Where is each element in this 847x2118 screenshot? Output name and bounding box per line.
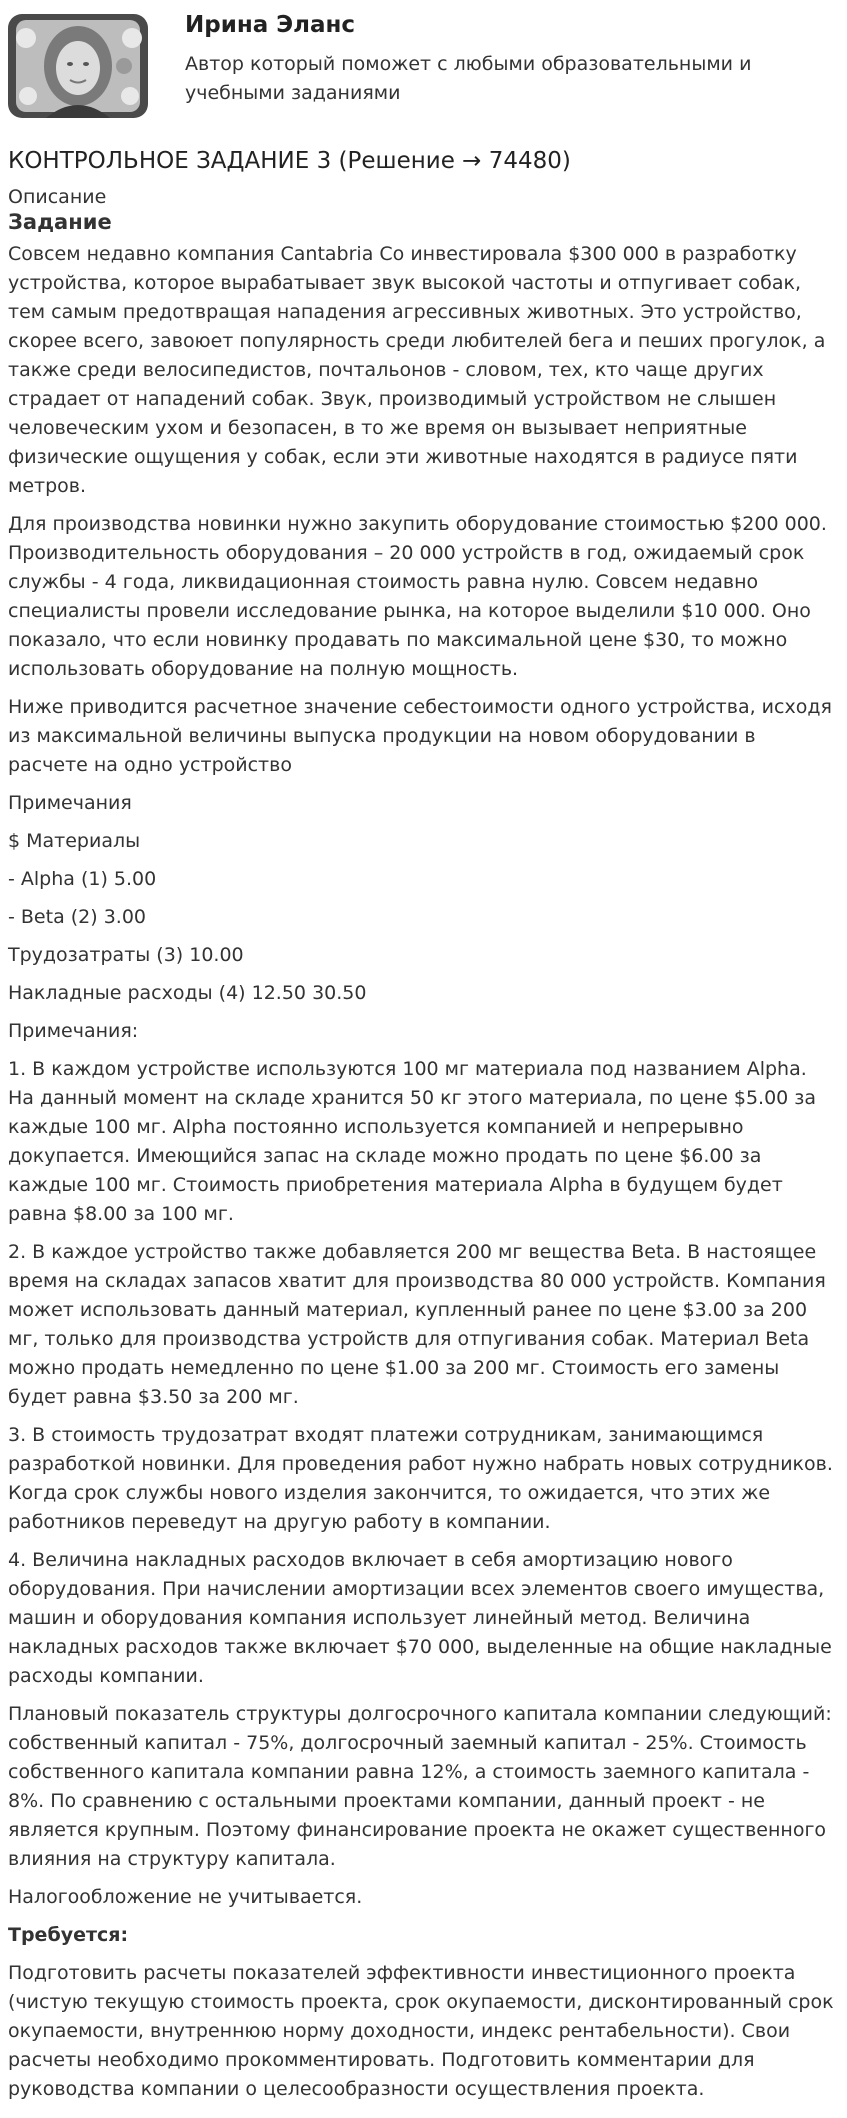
requirement-text: Подготовить расчеты показателей эффективности инвестиционного проекта (чистую текущую стоимость проекта, срок окупаемости, дисконтированный срок окупаемости, внутреннюю норму доходности, индекс рентабельности). Свои расчеты необходимо прокомментировать. Подготовить комментарии для руководства компании о целесообразности осуществления проекта. — [8, 1962, 834, 2100]
paragraph-capital-structure: Плановый показатель структуры долгосрочного капитала компании следующий: собственный капитал - 75%, долгосрочный заемный капитал - 25%. Стоимость собственного капитала компании равна 12%, а стоимость заемного капитала - 8%. По сравнению с остальными проектами компании, данный проект - не является крупным. Поэтому финансирование проекта не окажет существенного влияния на структуру капитала. — [8, 1703, 832, 1870]
task-content — [0, 146, 847, 2104]
paragraph-taxation: Налогообложение не учитывается. — [8, 1886, 363, 1908]
description-label: Описание — [8, 186, 107, 208]
task-heading: Задание — [8, 210, 112, 234]
author-avatar[interactable] — [6, 8, 152, 122]
author-description: Автор который поможет с любыми образовательными и учебными заданиями — [185, 53, 752, 104]
cost-alpha: - Alpha (1) 5.00 — [8, 868, 157, 890]
note-1-alpha: 1. В каждом устройстве используются 100 мг материала под названием Alpha. На данный момент на складе хранится 50 кг этого материала, по цене $5.00 за каждые 100 мг. Alpha постоянно используется компанией и непрерывно докупается. Имеющийся запас на складе можно продать по цене $6.00 за каждые 100 мг. Стоимость приобретения материала Alpha в будущем будет равна $8.00 за 100 мг. — [8, 1058, 817, 1225]
note-4-overhead: 4. Величина накладных расходов включает в себя амортизацию нового оборудования. При начислении амортизации всех элементов своего имущества, машин и оборудования компания использует линейный метод. Величина накладных расходов также включает $70 000, выделенные на общие накладные расходы компании. — [8, 1549, 832, 1687]
cost-materials-label: $ Материалы — [8, 830, 141, 852]
paragraph-intro: Совсем недавно компания Cantabria Co инвестировала $300 000 в разработку устройства, которое вырабатывает звук высокой частоты и отпугивает собак, тем самым предотвращая нападения агрессивных животных. Это устройство, скорее всего, завоюет популярность среди любителей бега и пеших прогулок, а также среди велосипедистов, почтальонов - словом, тех, кто чаще других страдает от нападений собак. Звук, производимый устройством не слышен человеческим ухом и безопасен, в то же время он вызывает неприятные физические ощущения у собак, если эти животные находятся в радиусе пяти метров. — [8, 243, 826, 497]
task-title: КОНТРОЛЬНОЕ ЗАДАНИЕ 3 (Решение → 74480) — [8, 148, 571, 174]
requirement-heading: Требуется: — [8, 1924, 129, 1946]
note-3-labor: 3. В стоимость трудозатрат входят платежи сотрудникам, занимающимся разработкой новинки. Для проведения работ нужно набрать новых сотрудников. Когда срок службы нового изделия закончится, то ожидается, что этих же работников переведут на другую работу в компании. — [8, 1424, 833, 1533]
cost-beta: - Beta (2) 3.00 — [8, 906, 147, 928]
paragraph-cost-intro: Ниже приводится расчетное значение себестоимости одного устройства, исходя из максимальной величины выпуска продукции на новом оборудовании в расчете на одно устройство — [8, 696, 832, 776]
cost-labor: Трудозатраты (3) 10.00 — [8, 944, 244, 966]
author-header — [0, 0, 847, 130]
notes-label: Примечания: — [8, 1020, 139, 1042]
paragraph-equipment: Для производства новинки нужно закупить оборудование стоимостью $200 000. Производительность оборудования – 20 000 устройств в год, ожидаемый срок службы - 4 года, ликвидационная стоимость равна нулю. Совсем недавно специалисты провели исследование рынка, на которое выделили $10 000. Оно показало, что если новинку продавать по максимальной цене $30, то можно использовать оборудование на полную мощность. — [8, 513, 827, 680]
cost-overhead: Накладные расходы (4) 12.50 30.50 — [8, 982, 367, 1004]
cost-notes-label: Примечания — [8, 792, 132, 814]
author-name[interactable]: Ирина Эланс — [185, 12, 356, 38]
note-2-beta: 2. В каждое устройство также добавляется 200 мг вещества Beta. В настоящее время на складах запасов хватит для производства 80 000 устройств. Компания может использовать данный материал, купленный ранее по цене $3.00 за 200 мг, только для производства устройств для отпугивания собак. Материал Beta можно продать немедленно по цене $1.00 за 200 мг. Стоимость его замены будет равна $3.50 за 200 мг. — [8, 1241, 826, 1408]
